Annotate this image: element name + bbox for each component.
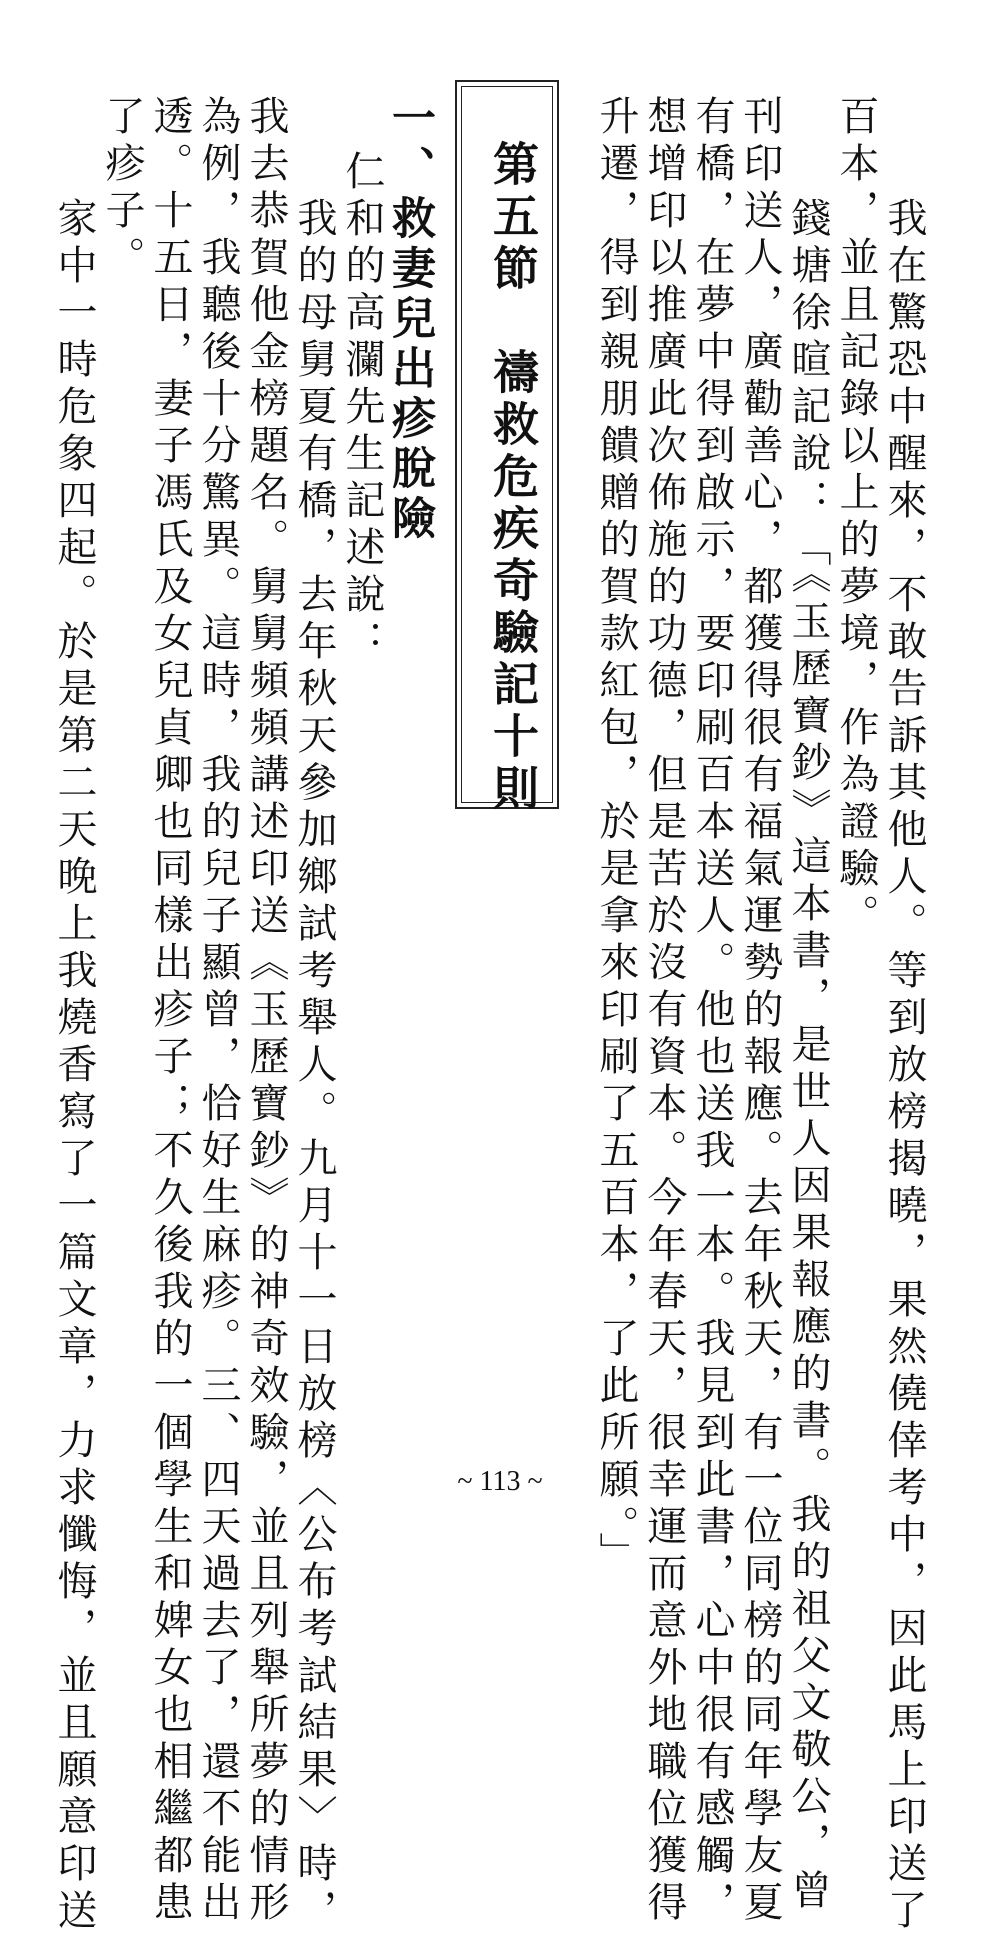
text-line: 了疹子。 [99, 95, 145, 283]
text-line: 家中一時危象四起。於是第二天晚上我燒香寫了一篇文章，力求懺悔，並且願意印送 [51, 150, 97, 1936]
text-line: 透。十五日，妻子馮氏及女兒貞卿也同樣出疹子；不久後我的一個學生和婢女也相繼都患 [147, 95, 193, 1928]
page-number: ~ 113 ~ [457, 1466, 543, 1497]
subheading: 一、救妻兒出疹脫險 [384, 95, 435, 545]
text-line: 我去恭賀他金榜題名。舅舅頻頻講述印送《玉歷寶鈔》的神奇效驗，並且列舉所夢的情形 [243, 95, 289, 1928]
text-line: 仁和的高瀾先生記述說： [339, 150, 385, 667]
text-line: 為例，我聽後十分驚異。這時，我的兒子顯曾，恰好生麻疹。三、四天過去了，還不能出 [195, 95, 241, 1928]
section-title: 第五節 禱救危疾奇驗記十則 [486, 140, 540, 816]
text-line: 我的母舅夏有橋，去年秋天參加鄉試考舉人。九月十一日放榜〈公布考試結果〉時， [291, 150, 337, 1936]
text-line: 百本，並且記錄以上的夢境，作為證驗。 [833, 95, 879, 941]
text-line: 升遷，得到親朋饋贈的賀款紅包，於是拿來印刷了五百本，了此所願。」 [593, 95, 639, 1579]
text-line: 刊印送人，廣勸善心，都獲得很有福氣運勢的報應。去年秋天，有一位同榜的同年學友夏 [737, 95, 783, 1928]
text-line: 錢塘徐暄記說：「《玉歷寶鈔》這本書，是世人因果報應的書。我的祖父文敬公，曾 [785, 150, 831, 1916]
text-line: 有橋，在夢中得到啟示，要印刷百本送人。他也送我一本。我見到此書，心中很有感觸， [689, 95, 735, 1928]
text-line: 我在驚恐中醒來，不敢告訴其他人。等到放榜揭曉，果然僥倖考中，因此馬上印送了 [881, 150, 927, 1936]
text-line: 想增印以推廣此次佈施的功德，但是苦於沒有資本。今年春天，很幸運而意外地職位獲得 [641, 95, 687, 1928]
